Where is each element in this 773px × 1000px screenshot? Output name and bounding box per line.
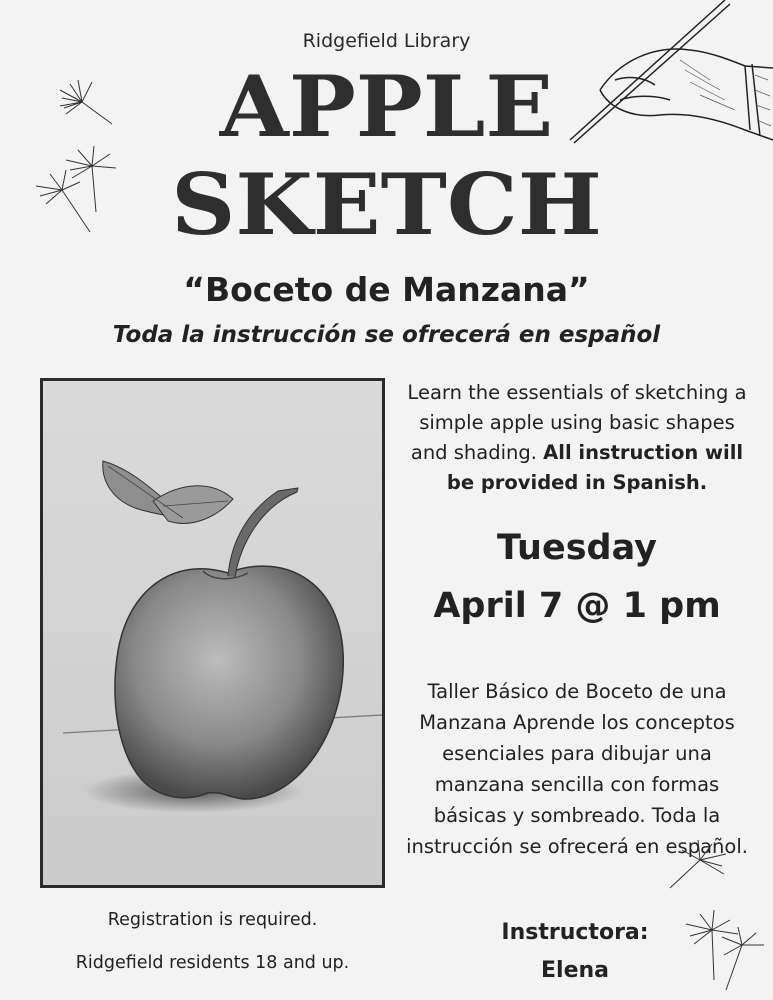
event-date-time: April 7 @ 1 pm bbox=[433, 586, 721, 626]
residents-note: Ridgefield residents 18 and up. bbox=[75, 953, 350, 973]
english-description bbox=[398, 378, 756, 498]
instructor-label: Instructora: bbox=[501, 920, 649, 945]
description-bold: All instruction will be provided in Spanish. bbox=[446, 441, 744, 494]
instructor bbox=[480, 914, 670, 990]
event-day: Tuesday bbox=[497, 528, 657, 568]
title-line-1: APPLE bbox=[219, 57, 554, 156]
title-line-2: SKETCH bbox=[171, 155, 602, 254]
subtitle: “Boceto de Manzana” bbox=[183, 270, 590, 309]
registration-note: Registration is required. bbox=[107, 910, 318, 930]
spanish-description: Taller Básico de Boceto de una Manzana Aprende los conceptos esenciales para dibujar una manzana sencilla con formas básicas y sombreado. Toda la instrucción se ofrecerá en español. bbox=[406, 680, 748, 858]
instructor-name: Elena bbox=[541, 958, 609, 983]
tagline: Toda la instrucción se ofrecerá en español bbox=[112, 322, 661, 348]
library-name: Ridgefield Library bbox=[302, 30, 471, 52]
apple-sketch-photo bbox=[40, 378, 385, 888]
dandelion-seed-icon bbox=[660, 830, 770, 995]
description-plain: Learn the essentials of sketching a simple apple using basic shapes and shading. bbox=[407, 381, 747, 464]
